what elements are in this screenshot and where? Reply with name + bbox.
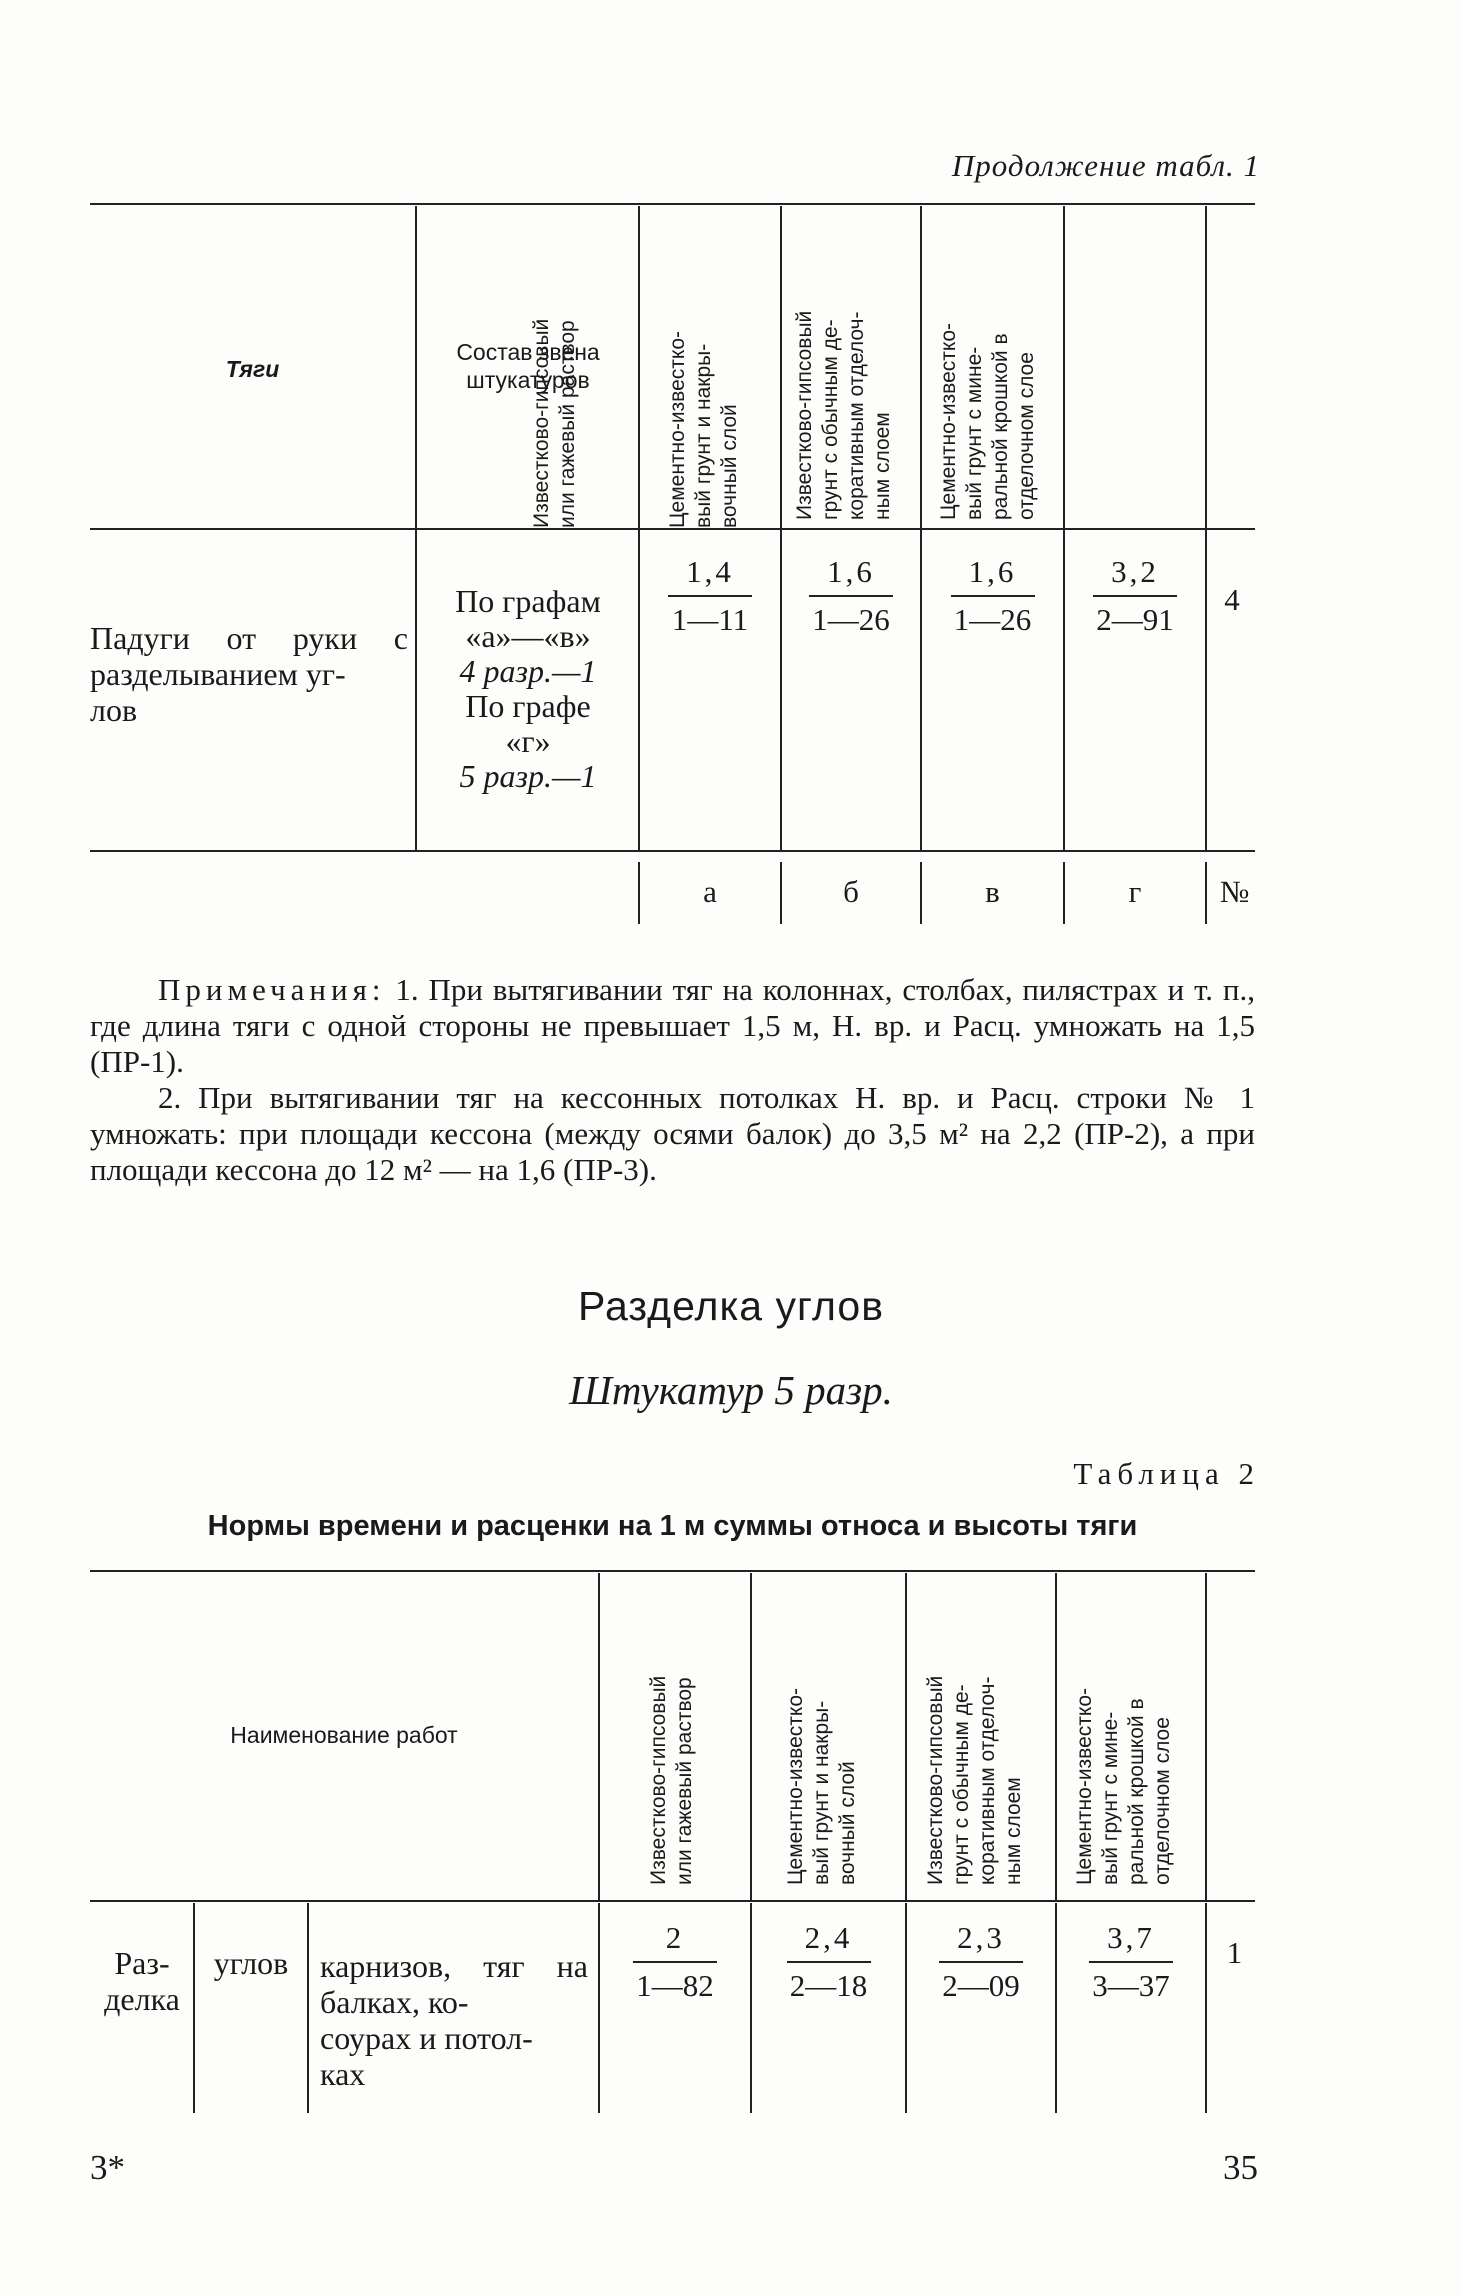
table1-header-col-a: Известково-гипсовый или гажевый раствор — [530, 318, 579, 528]
table1-sostav-line-6: 5 разр.—1 — [459, 758, 597, 794]
table1-header-sostav: Состав звена штукатуров — [456, 339, 600, 393]
table2-caption: Нормы времени и расценки на 1 м суммы относа и высоты тяги — [207, 1510, 1138, 1542]
table2-header-name: Наименование работ — [230, 1722, 458, 1748]
table2-header-col-g: Цементно-известко- вый грунт с мине- ральной крошкой в отделочном слое — [1073, 1688, 1174, 1885]
table2-cell-a — [600, 1918, 750, 2006]
table2-row-number: 1 — [1226, 1935, 1243, 1970]
norm-time: 3,2 — [1111, 554, 1159, 589]
page-signature: 3* — [90, 2148, 125, 2187]
note-2: 2. При вытягивании тяг на кессонных потолках Н. вр. и Расц. строки № 1 умножать: при площади кессона (между осями балок) до 3,5 м² на 2,2 (ПР-2), а при площади кессона до 12 м² — на 1,6 (ПР-3). — [90, 1080, 1255, 1187]
table1-cell-v — [922, 552, 1063, 640]
table1-footer-b: б — [843, 874, 859, 909]
rate: 1—82 — [636, 1968, 714, 2003]
rate: 2—18 — [789, 1968, 868, 2003]
rate: 1—11 — [671, 602, 749, 637]
notes-label: Примечания: — [158, 972, 386, 1007]
table1-header-col-b: Цементно-известко- вый грунт и накры- вочный слой — [666, 331, 741, 528]
table1-row-sostav — [418, 584, 638, 794]
section-subtitle: Штукатур 5 разр. — [569, 1367, 893, 1413]
table1-row-name-text: Падуги от руки с разделыванием уг- лов — [90, 620, 408, 728]
table2-row-col2: углов — [213, 1945, 289, 1981]
rate: 2—91 — [1096, 602, 1174, 637]
table1-footer-v: в — [985, 874, 1000, 909]
table2-header-col-a: Известково-гипсовый или гажевый раствор — [647, 1675, 696, 1885]
table1-header-col-v: Известково-гипсовый грунт с обычным де- коративным отделоч- ным слоем — [793, 310, 894, 520]
table1-sostav-line-1: По графам — [455, 583, 601, 619]
table1-row-number: 4 — [1224, 582, 1240, 617]
norm-time: 1,6 — [827, 554, 875, 589]
table1-row-name — [90, 584, 408, 728]
table2-cell-g — [1057, 1918, 1205, 2006]
table2-row-col3: карнизов, тяг на балках, ко- соурах и потол- ках — [320, 1948, 588, 2092]
norm-time: 1,4 — [686, 554, 734, 589]
table1-header-col-g: Цементно-известко- вый грунт с мине- ральной крошкой в отделочном слое — [937, 323, 1038, 520]
table1-cell-b — [782, 552, 920, 640]
table1-sostav-line-4: По графе — [465, 688, 591, 724]
table1-footer-g: г — [1128, 874, 1142, 909]
table2-header-col-b: Цементно-известко- вый грунт и накры- вочный слой — [784, 1688, 859, 1885]
norm-time: 2,4 — [804, 1920, 853, 1955]
page-number: 35 — [1223, 2148, 1258, 2187]
table2-cell-v — [907, 1918, 1055, 2006]
note-1 — [90, 972, 1255, 1080]
table1-header-tyagi: Тяги — [225, 356, 280, 382]
rate: 1—26 — [953, 602, 1032, 637]
table2-label: Таблица 2 — [1073, 1456, 1260, 1491]
table1-sostav-line-2: «а»—«в» — [465, 618, 591, 654]
table1-footer-a: а — [703, 874, 717, 909]
table2-header-col-v: Известково-гипсовый грунт с обычным де- коративным отделоч- ным слоем — [924, 1675, 1025, 1885]
note-1-text: 1. При вытягивании тяг на колоннах, столбах, пилястрах и т. п., где длина тяги с одной стороны не превышает 1,5 м, Н. вр. и Расц. умножать на 1,5 (ПР-1). — [90, 972, 1255, 1079]
continuation-label: Продолжение табл. 1 — [951, 148, 1260, 183]
notes — [90, 972, 1255, 1188]
table1-sostav-line-3: 4 разр.—1 — [459, 653, 597, 689]
rate: 2—09 — [942, 1968, 1020, 2003]
table2-row-col1: Раз- делка — [104, 1945, 180, 2017]
rate: 3—37 — [1092, 1968, 1170, 2003]
norm-time: 1,6 — [968, 554, 1017, 589]
table2-cell-b — [752, 1918, 905, 2006]
table1-footer-num: № — [1219, 874, 1250, 909]
table1-cell-g — [1065, 552, 1205, 640]
norm-time: 2,3 — [957, 1920, 1005, 1955]
norm-time: 3,7 — [1107, 1920, 1155, 1955]
rate: 1—26 — [812, 602, 890, 637]
section-title: Разделка углов — [577, 1283, 885, 1329]
norm-time: 2 — [665, 1920, 685, 1955]
table1-cell-a — [640, 552, 780, 640]
table1-sostav-line-5: «г» — [505, 723, 551, 759]
